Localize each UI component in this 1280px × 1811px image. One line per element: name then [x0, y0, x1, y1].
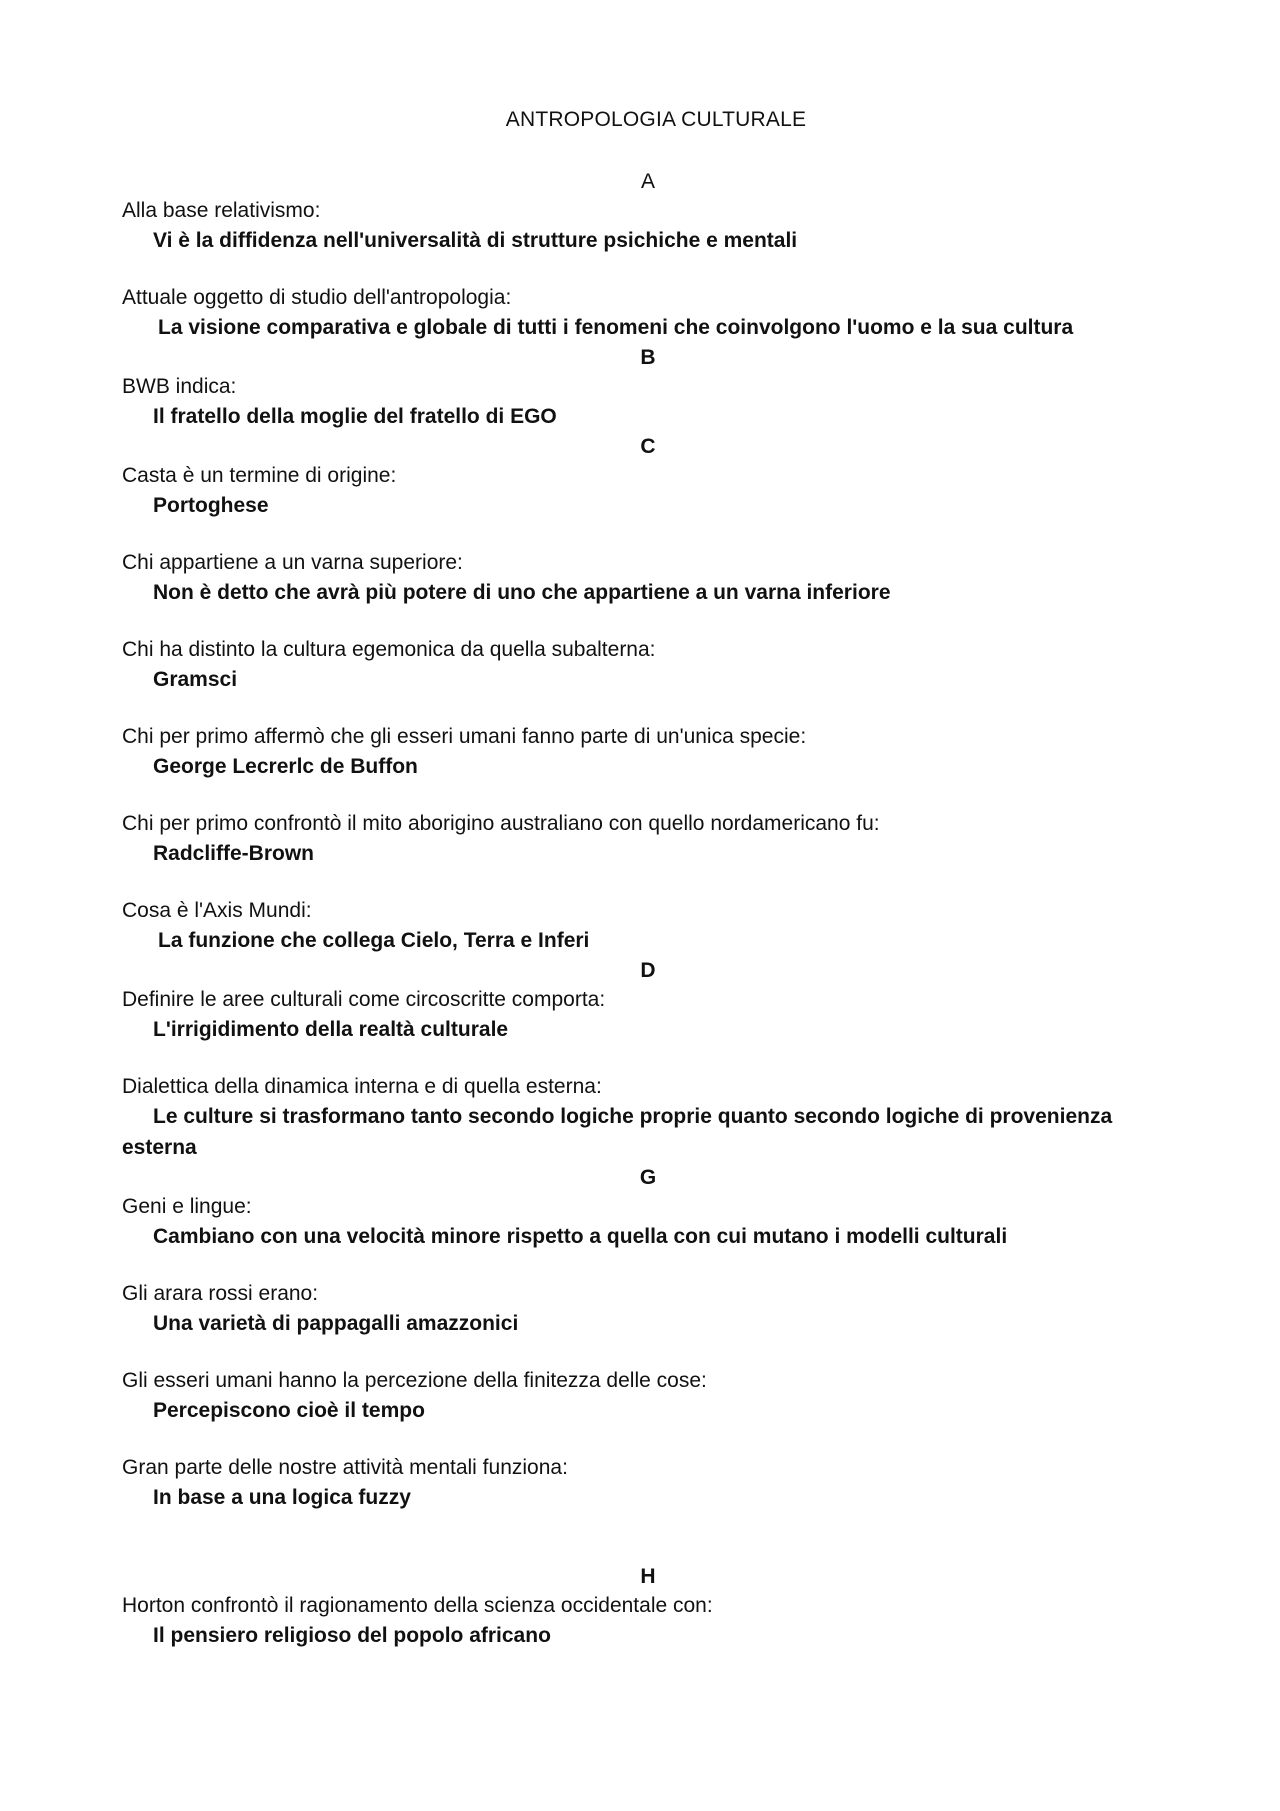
- answer: Non è detto che avrà più potere di uno che appartiene a un varna inferiore: [153, 581, 891, 604]
- answer: La funzione che collega Cielo, Terra e Inferi: [158, 929, 590, 952]
- question: Chi appartiene a un varna superiore:: [122, 551, 463, 574]
- section-letter-c: C: [640, 435, 656, 458]
- question: Chi per primo confrontò il mito aborigino australiano con quello nordamericano fu:: [122, 812, 880, 835]
- question: Gli esseri umani hanno la percezione della finitezza delle cose:: [122, 1369, 707, 1392]
- answer: Il pensiero religioso del popolo africano: [153, 1624, 551, 1647]
- question: Alla base relativismo:: [122, 199, 321, 222]
- answer: Una varietà di pappagalli amazzonici: [153, 1312, 519, 1335]
- answer: Cambiano con una velocità minore rispetto a quella con cui mutano i modelli culturali: [153, 1225, 1008, 1248]
- question: Cosa è l'Axis Mundi:: [122, 899, 312, 922]
- answer: In base a una logica fuzzy: [153, 1486, 411, 1509]
- section-letter-a: A: [640, 170, 655, 193]
- question: Gli arara rossi erano:: [122, 1282, 319, 1305]
- question: Gran parte delle nostre attività mentali funziona:: [122, 1456, 568, 1479]
- section-letter-g: G: [639, 1166, 657, 1189]
- answer: Vi è la diffidenza nell'universalità di strutture psichiche e mentali: [153, 229, 798, 252]
- question: Attuale oggetto di studio dell'antropologia:: [122, 286, 512, 309]
- question: Geni e lingue:: [122, 1195, 252, 1218]
- question: Definire le aree culturali come circoscritte comporta:: [122, 988, 606, 1011]
- answer: Gramsci: [153, 668, 238, 691]
- answer: Radcliffe-Brown: [153, 842, 315, 865]
- question: Horton confrontò il ragionamento della scienza occidentale con:: [122, 1594, 713, 1617]
- question: Casta è un termine di origine:: [122, 464, 397, 487]
- section-letter-b: B: [640, 346, 656, 369]
- answer: Il fratello della moglie del fratello di EGO: [153, 405, 557, 428]
- question: BWB indica:: [122, 375, 237, 398]
- glossary-list: [122, 167, 1122, 1651]
- answer: L'irrigidimento della realtà culturale: [153, 1018, 509, 1041]
- answer: Percepiscono cioè il tempo: [153, 1399, 425, 1422]
- answer: George Lecrerlc de Buffon: [153, 755, 418, 778]
- question: Dialettica della dinamica interna e di quella esterna:: [122, 1075, 602, 1098]
- answer: [122, 1101, 1122, 1163]
- section-letter-d: D: [640, 959, 656, 982]
- answer: La visione comparativa e globale di tutti i fenomeni che coinvolgono l'uomo e la sua cultura: [158, 316, 1074, 339]
- section-letter-h: H: [640, 1565, 656, 1588]
- question: Chi ha distinto la cultura egemonica da quella subalterna:: [122, 638, 656, 661]
- answer: Portoghese: [153, 494, 269, 517]
- answer-text: Le culture si trasformano tanto secondo logiche proprie quanto secondo logiche di provenienza esterna: [122, 1105, 1113, 1159]
- question: Chi per primo affermò che gli esseri umani fanno parte di un'unica specie:: [122, 725, 807, 748]
- document-title: ANTROPOLOGIA CULTURALE: [505, 108, 807, 131]
